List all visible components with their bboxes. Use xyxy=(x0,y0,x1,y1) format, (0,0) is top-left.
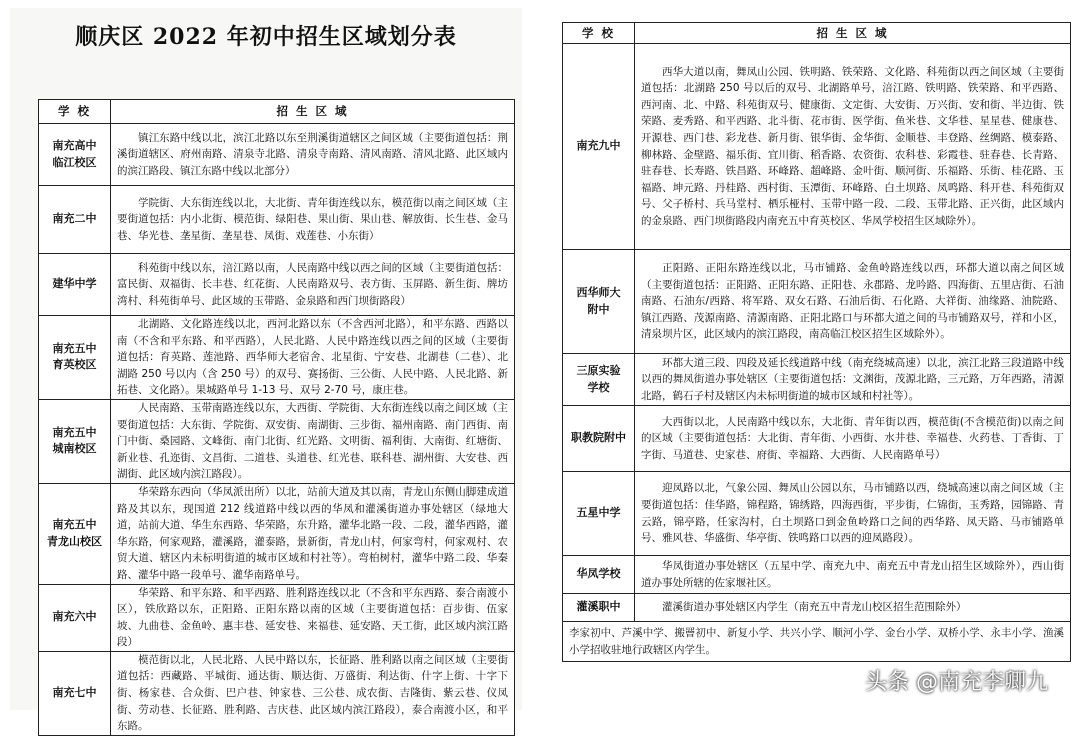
school-name: 南充九中 xyxy=(563,44,635,250)
school-name: 南充五中 育英校区 xyxy=(39,316,111,400)
column-header-area: 招 生 区 域 xyxy=(111,100,515,124)
table-row xyxy=(563,44,1071,250)
table-row xyxy=(563,354,1071,406)
school-name: 西华师大 附中 xyxy=(563,250,635,354)
enrollment-table-right xyxy=(562,22,1071,662)
area-description: 大西街以北，人民南路中线以东，大北街、青年街以西，模范街(不含模范街)以南之间的区域（主要街道包括：大北街、青年街、小西街、水井巷、幸福巷、火药巷、丁香街、丁字街、马道巷、史家巷、府街、幸福路、大西街、人民南路单号） xyxy=(635,406,1071,472)
area-description: 北湖路、文化路连线以北，西河北路以东（不含西河北路），和平东路、西路以南（不含和平东路、和平西路），人民北路、人民中路连线以西之间的区域（主要街道包括：育英路、莲池路、西华师大老宿舍、北星街、宁安巷、北湖巷（二巷）、北湖路 250 号以内（含 250 号）的双号、赛扬街、三公街、人民中路、人民北路、新拓巷、文化路）。果城路单号 1-13 号、双号 2-70 号，康庄巷。 xyxy=(111,316,515,400)
table-row xyxy=(39,124,515,186)
school-name: 建华中学 xyxy=(39,254,111,316)
table-row xyxy=(39,316,515,400)
table-row xyxy=(563,406,1071,472)
school-name: 南充七中 xyxy=(39,651,111,735)
area-description: 华荣路东西向（华凤派出所）以北，站前大道及其以南，青龙山东侧山脚建成道路及其以东，现国道 212 线道路中线以西的华凤和灌溪街道办事处辖区（绿地大道，站前大道、华生东西路、华荣路，东升路，灌华北路一段、二段，灌华西路，灌华东路，何家观路，灌溪路，灌泰路，景新街，青龙山村，何家弯村，何家观村、农贸大道、辖区内未标明街道的城市区域和村社等）。弯柏树村，灌华中路二段、华秦路、灌华中路一段单号、灌华南路单号。 xyxy=(111,483,515,584)
footnote: 李家初中、芦溪中学、搬罾初中、新复小学、共兴小学、顺河小学、金台小学、双桥小学、永丰小学、渔溪小学招收驻地行政辖区内学生。 xyxy=(563,622,1071,662)
watermark: 头条 @南充李卿九 xyxy=(865,670,1048,695)
school-name: 五星中学 xyxy=(563,472,635,556)
table-row xyxy=(563,556,1071,594)
page-title: 顺庆区 2022 年初中招生区域划分表 xyxy=(75,24,457,50)
table-header-row xyxy=(39,100,515,124)
table-row xyxy=(39,483,515,584)
table-row xyxy=(563,250,1071,354)
area-description: 华凤街道办事处辖区（五星中学、南充九中、南充五中青龙山招生区域除外），西山街道办事处所辖的佐家堰社区。 xyxy=(635,556,1071,594)
column-header-school: 学 校 xyxy=(39,100,111,124)
table-row xyxy=(563,472,1071,556)
table-row xyxy=(563,594,1071,622)
table-row xyxy=(39,254,515,316)
area-description: 西华大道以南，舞凤山公园、铁明路、铁荣路、文化路、科苑街以西之间区域（主要街道包括：北湖路 250 号以后的双号、北湖路单号，涪江路、铁明路、铁荣路、和平西路、西河南、北、中路、科苑街双号、健康街、文定街、大安街、万兴街、安和街、半边街、铁荣路、麦秀路、和平西路、北斗街、花市街、医学街、鱼米巷、文华巷、星星巷、健康巷、开源巷、西门巷、彩龙巷、新月街、银华街、金华街、金顺巷、丰登路、丝绸路、模泰路、柳林路、金壁路、福乐街、宜川街、稻香路、农资街、农科巷、彩霞巷、驻春巷、长青路、驻春巷、长寿路、铁昌路、环峰路、超峰路、金叶街、顺河街、乐福路、乐街、桂花路、玉福路、坤元路、丹桂路、西村街、玉潭街、环峰路、白土坝路、凤鸣路、科开巷、科苑街双号、父子桥村、兵马堂村、栖乐桠村、玉带中路一段、二段、玉带北路、正兴街，此区域内的金泉路、西门坝街路段内南充五中育英校区、华凤学校招生区域除外）。 xyxy=(635,44,1071,250)
school-name: 职教院附中 xyxy=(563,406,635,472)
school-name: 三原实验 学校 xyxy=(563,354,635,406)
column-header-area: 招 生 区 域 xyxy=(635,23,1071,44)
school-name: 南充五中 青龙山校区 xyxy=(39,483,111,584)
column-header-school: 学 校 xyxy=(563,23,635,44)
area-description: 科苑街中线以东，涪江路以南，人民南路中线以西之间的区域（主要街道包括：富民街、双福街、长丰巷、红花街、人民南路双号、表方街、玉屏路、新生街、牌坊湾村、科苑街单号、此区域的玉带路、金泉路和西门坝街路段） xyxy=(111,254,515,316)
right-page xyxy=(556,18,1074,694)
area-description: 人民南路、玉带南路连线以东，大西街、学院街、大东街连线以南之间区域（主要街道包括：大东街、学院街、双安街、南湖街、三步街、福州南路、南门西街、南门中街、桑园路、文峰街、南门北街、红光路、文明街、福利街、大南街、红塘街、新业巷、孔迩街、文昌街、二道巷、头道巷、红光巷、联科巷、湖州街、大安巷、西湖街、此区域内滨江路段）。 xyxy=(111,399,515,483)
area-description: 学院街、大东街连线以北，大北街、青年街连线以东，模范街以南之间区域（主要街道包括：内小北街、模范街、绿阳巷、果山街、果山巷、解放街、长生巷、金马巷、华光巷、垄星街、垄星巷、凤街、戏莲巷、小东街） xyxy=(111,186,515,254)
school-name: 灌溪职中 xyxy=(563,594,635,622)
school-name: 南充六中 xyxy=(39,584,111,651)
school-name: 南充高中 临江校区 xyxy=(39,124,111,186)
left-page xyxy=(10,8,522,733)
school-name: 华凤学校 xyxy=(563,556,635,594)
table-header-row xyxy=(563,23,1071,44)
area-description: 环都大道三段、四段及延长线道路中线（南充绕城高速）以北，滨江北路三段道路中线以西的舞凤街道办事处辖区（主要街道包括：文渊街，茂源北路，三元路，万年西路，清源北路，鹤石子村及辖区内未标明街道的城市区域和村社等）。 xyxy=(635,354,1071,406)
school-name: 南充五中 城南校区 xyxy=(39,399,111,483)
table-footnote-row xyxy=(563,622,1071,662)
area-description: 镇江东路中线以北，滨江北路以东至荆溪街道辖区之间区域（主要街道包括：荆溪街道辖区、府州南路、清泉寺北路、清泉寺南路、清风南路、清风北路、此区域内的滨江路段、镇江东路中线以北部分） xyxy=(111,124,515,186)
area-description: 迎凤路以北，气象公园、舞凤山公园以东，马市铺路以西，绕城高速以南之间区域（主要街道包括：佳华路，锦程路，锦绣路，四海西街，平步街，仁锦街，玉秀路，园锦路、青云路，锦亭路，任家沟村，白土坝路口到金鱼岭路口之间的西华路、凤天路、马市铺路单号、雅风巷、华盛街、华亭街、铁鸣路口以西的迎凤路段）。 xyxy=(635,472,1071,556)
area-description: 模范街以北，人民北路、人民中路以东，长征路、胜利路以南之间区域（主要街道包括：西藏路、平城街、通达街、顺达街、万盛街、利达街、什字上街、十字下街、杨家巷、合众街、巴户巷、钟家巷、三公巷、成农街、吉隆街、紫云巷、仪凤街、劳动巷、长征路、胜利路、吉庆巷、此区域内滨江路段），泰合南渡小区，和平东路。 xyxy=(111,651,515,735)
area-description: 正阳路、正阳东路连线以北，马市铺路、金鱼岭路连线以西，环都大道以南之间区域（主要街道包括：正阳路、正阳东路、正阳巷、永郡路、龙吟路、四海街、五里店街、石油南路、石油东/西路、将军路、双女石路、石油后街、石化路、大祥街、油缘路、油院路、镇江西路、茂源南路、清源南路、正阳北路口与环都大道之间的马市铺路双号，祥和小区，清泉坝片区，此区域内的滨江路段，南高临江校区招生区域除外）。 xyxy=(635,250,1071,354)
enrollment-table-left xyxy=(38,99,515,736)
area-description: 灌溪街道办事处辖区内学生（南充五中青龙山校区招生范围除外） xyxy=(635,594,1071,622)
table-row xyxy=(39,651,515,735)
area-description: 华荣路、和平东路、和平西路、胜利路连线以北（不含和平东西路、泰合南渡小区），铁欣路以东，正阳路、正阳东路以南的区域（主要街道包括：百步街、伍家坡、九曲巷、金鱼岭、惠丰巷、延安巷、来福巷、延安路、天工街，此区域内滨江路段） xyxy=(111,584,515,651)
table-row xyxy=(39,399,515,483)
school-name: 南充二中 xyxy=(39,186,111,254)
table-row xyxy=(39,584,515,651)
table-row xyxy=(39,186,515,254)
